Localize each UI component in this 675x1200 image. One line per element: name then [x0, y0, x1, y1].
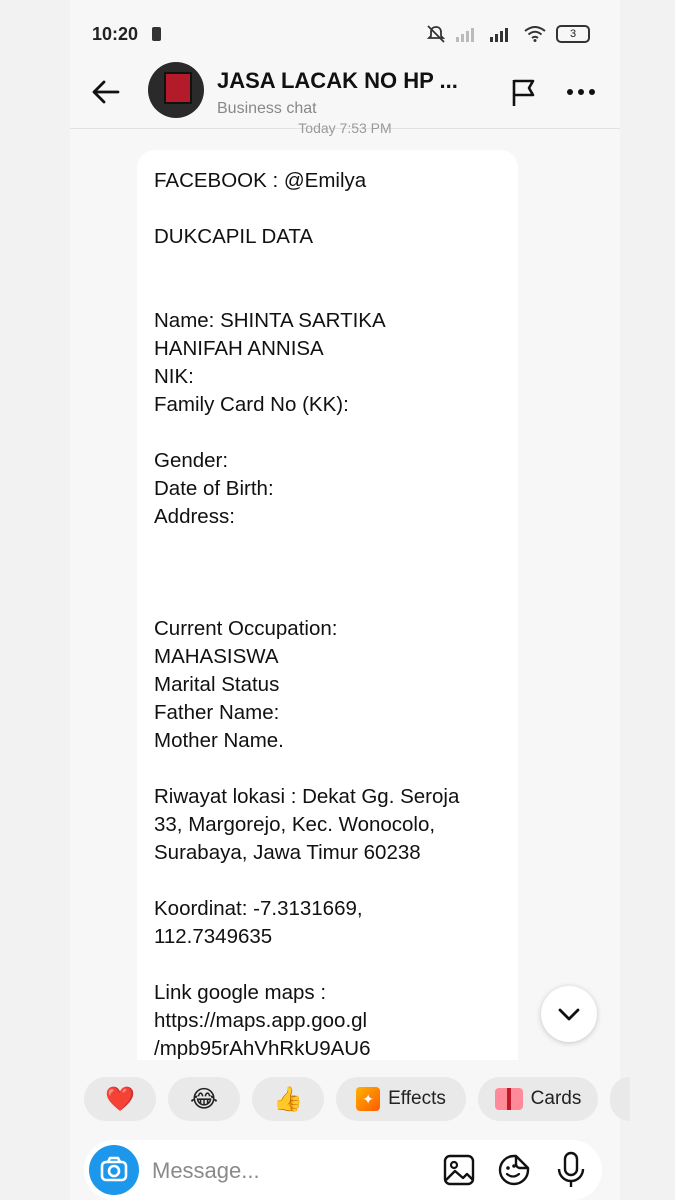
camera-icon	[89, 1145, 139, 1195]
more-icon[interactable]	[563, 74, 599, 110]
battery-indicator: 3	[556, 25, 590, 43]
flag-icon[interactable]	[506, 74, 542, 110]
effects-chip[interactable]	[336, 1077, 466, 1121]
chat-subtitle: Business chat	[217, 100, 317, 117]
status-time: 10:20	[92, 24, 139, 44]
signal-icon	[456, 26, 480, 42]
chat-header	[70, 58, 620, 129]
avatar[interactable]	[148, 62, 204, 118]
camera-button[interactable]	[89, 1145, 139, 1195]
chat-title[interactable]: JASA LACAK NO HP ...	[217, 68, 458, 93]
message-composer	[84, 1140, 602, 1200]
heart-emoji-icon: ❤️	[105, 1085, 135, 1113]
effects-icon: ✦	[356, 1087, 380, 1111]
sticker-icon[interactable]	[497, 1153, 531, 1187]
gallery-icon[interactable]	[442, 1153, 476, 1187]
laugh-emoji-icon: 😂	[189, 1085, 219, 1113]
wifi-icon	[524, 26, 546, 42]
effects-label: Effects	[388, 1088, 446, 1109]
status-bar	[70, 14, 620, 54]
gift-card-icon	[495, 1088, 523, 1110]
message-text: FACEBOOK : @Emilya DUKCAPIL DATA Name: SHINTA SARTIKA HANIFAH ANNISA NIK: Family Card No (KK): Gender: Date of Birth: Address: Current Occupation: MAHASISWA Marital Status Father Name: Mother Name. Riwayat lokasi : Dekat Gg. Seroja 33, Margorejo, Kec. Wonocolo, Surabaya, Jawa Timur 60238 Koordinat: -7.3131669, 112.7349635 Link google maps : https://maps.app.goo.gl /mpb95rAhVhRkU9AU6	[154, 169, 460, 1060]
reaction-heart[interactable]	[84, 1077, 156, 1121]
reaction-laugh[interactable]	[168, 1077, 240, 1121]
message-timestamp: Today 7:53 PM	[298, 120, 392, 136]
quick-reactions	[84, 1077, 630, 1121]
scroll-down-button[interactable]	[541, 986, 597, 1042]
cards-label: Cards	[530, 1088, 582, 1109]
mute-icon	[426, 24, 446, 44]
status-icons	[426, 24, 590, 44]
thumbs-up-emoji-icon: 👍	[273, 1085, 303, 1113]
notification-icon	[152, 27, 161, 41]
avatar-graphic	[164, 72, 192, 104]
signal-icon-2	[490, 26, 514, 42]
chevron-down-icon	[541, 986, 597, 1042]
message-input[interactable]	[150, 1152, 424, 1190]
message-bubble[interactable]	[137, 150, 518, 1060]
cards-chip[interactable]	[478, 1077, 598, 1121]
back-arrow-icon[interactable]	[88, 74, 124, 110]
more-chip[interactable]	[610, 1077, 630, 1121]
mic-icon[interactable]	[554, 1151, 588, 1189]
reaction-thumbs-up[interactable]	[252, 1077, 324, 1121]
